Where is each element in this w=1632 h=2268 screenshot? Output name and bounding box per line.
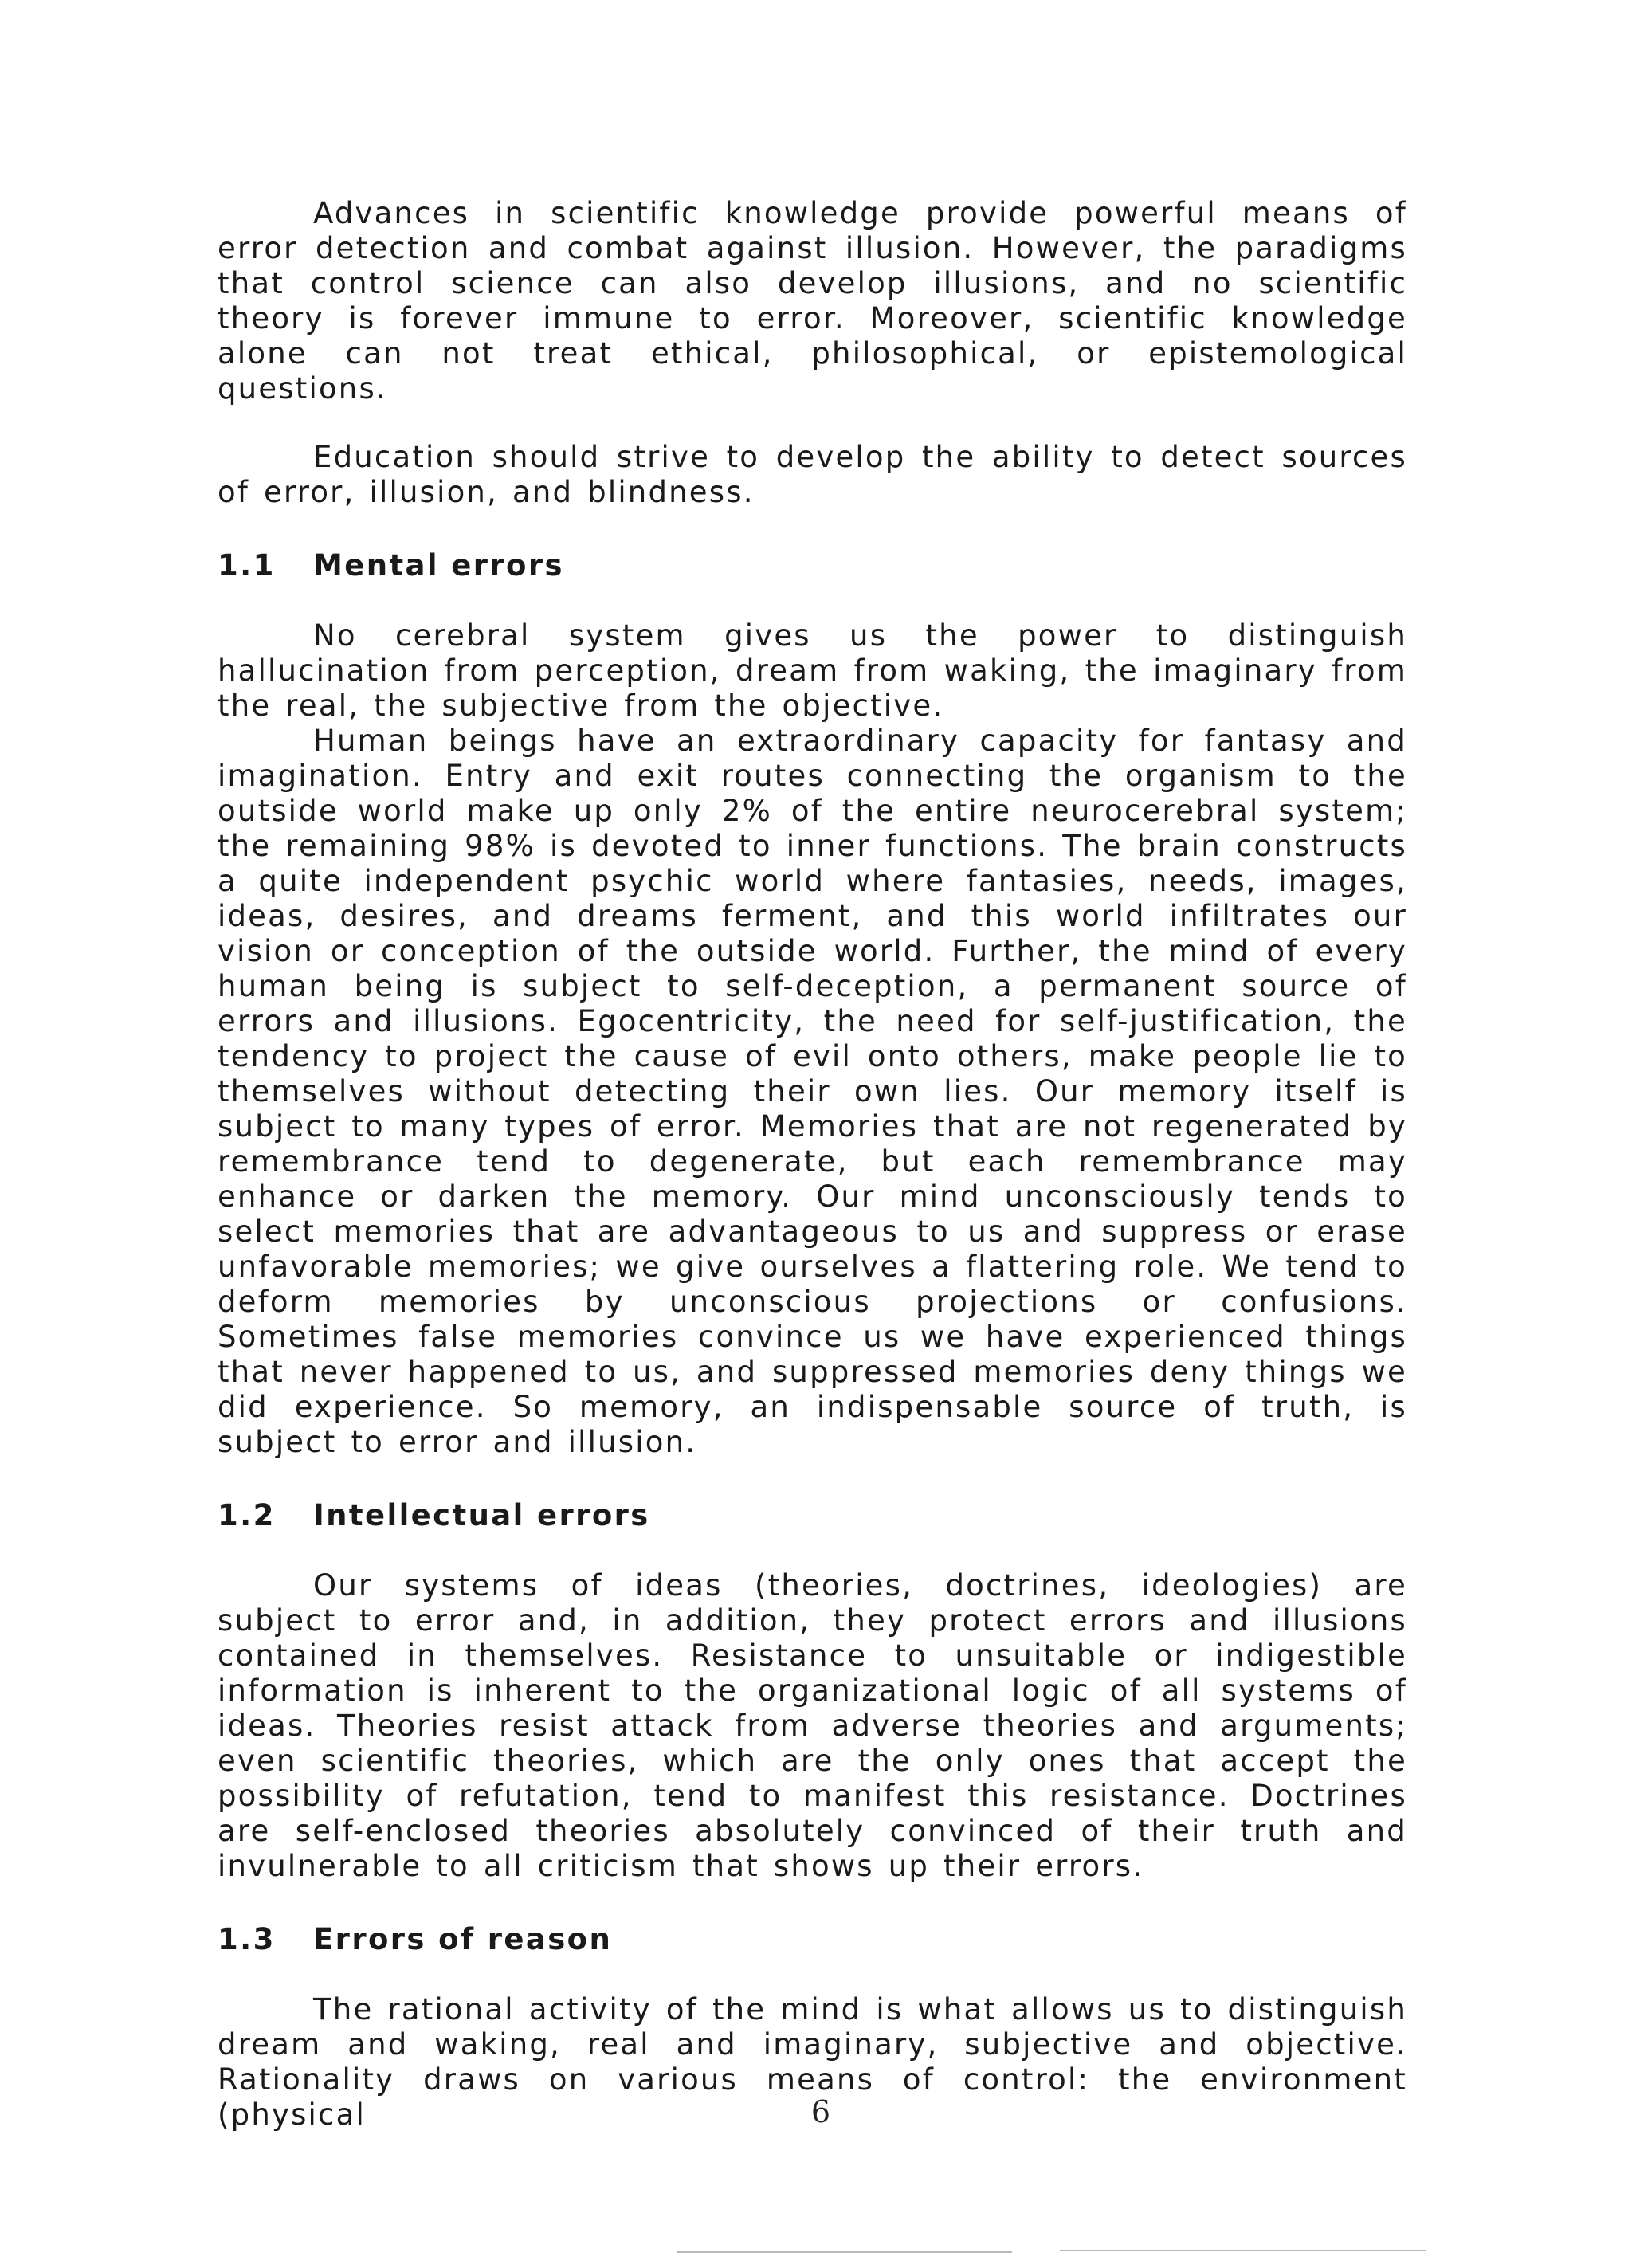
intro-paragraph-2: Education should strive to develop the ability to detect sources of error, illusion, and blindness. <box>218 440 1407 509</box>
mental-errors-paragraph-1: No cerebral system gives us the power to distinguish hallucination from perception, dream from waking, the imaginary from the real, the subjective from the objective. <box>218 618 1407 723</box>
section-heading-mental-errors <box>218 548 1407 583</box>
section-title: Errors of reason <box>313 1922 613 1956</box>
intro-paragraph-1: Advances in scientific knowledge provide powerful means of error detection and combat against illusion. However, the paradigms that control science can also develop illusions, and no scientific theory is forever immune to error. Moreover, scientific knowledge alone can not treat ethical, philosophical, or epistemological questions. <box>218 196 1407 406</box>
mental-errors-paragraph-2: Human beings have an extraordinary capacity for fantasy and imagination. Entry and exit routes connecting the organism to the outside world make up only 2% of the entire neurocerebral system; the remaining 98% is devoted to inner functions. The brain constructs a quite independent psychic world where fantasies, needs, images, ideas, desires, and dreams ferment, and this world infiltrates our vision or conception of the outside world. Further, the mind of every human being is subject to self-deception, a permanent source of errors and illusions. Egocentricity, the need for self-justification, the tendency to project the cause of evil onto others, make people lie to themselves without detecting their own lies. Our memory itself is subject to many types of error. Memories that are not regenerated by remembrance tend to degenerate, but each remembrance may enhance or darken the memory. Our mind unconsciously tends to select memories that are advantageous to us and suppress or erase unfavorable memories; we give ourselves a flattering role. We tend to deform memories by unconscious projections or confusions. Sometimes false memories convince us we have experienced things that never happened to us, and suppressed memories deny things we did experience. So memory, an indispensable source of truth, is subject to error and illusion. <box>218 724 1407 1459</box>
section-heading-errors-of-reason <box>218 1922 1407 1957</box>
errors-of-reason-paragraph-1: The rational activity of the mind is what allows us to distinguish dream and waking, real and imaginary, subjective and objective. Rationality draws on various means of control: the environment (physical <box>218 1992 1407 2132</box>
section-number: 1.3 <box>218 1922 276 1956</box>
section-number: 1.2 <box>218 1498 276 1532</box>
section-title: Mental errors <box>313 548 564 583</box>
section-number: 1.1 <box>218 548 276 583</box>
scan-artifact-line <box>1060 2250 1426 2251</box>
section-title: Intellectual errors <box>313 1498 650 1532</box>
page-body <box>218 196 1407 2133</box>
scan-artifact-line <box>677 2251 1012 2253</box>
section-heading-intellectual-errors <box>218 1498 1407 1533</box>
page-number: 6 <box>810 2094 831 2129</box>
intellectual-errors-paragraph-1: Our systems of ideas (theories, doctrines, ideologies) are subject to error and, in addition, they protect errors and illusions contained in themselves. Resistance to unsuitable or indigestible information is inherent to the organizational logic of all systems of ideas. Theories resist attack from adverse theories and arguments; even scientific theories, which are the only ones that accept the possibility of refutation, tend to manifest this resistance. Doctrines are self-enclosed theories absolutely convinced of their truth and invulnerable to all criticism that shows up their errors. <box>218 1568 1407 1883</box>
